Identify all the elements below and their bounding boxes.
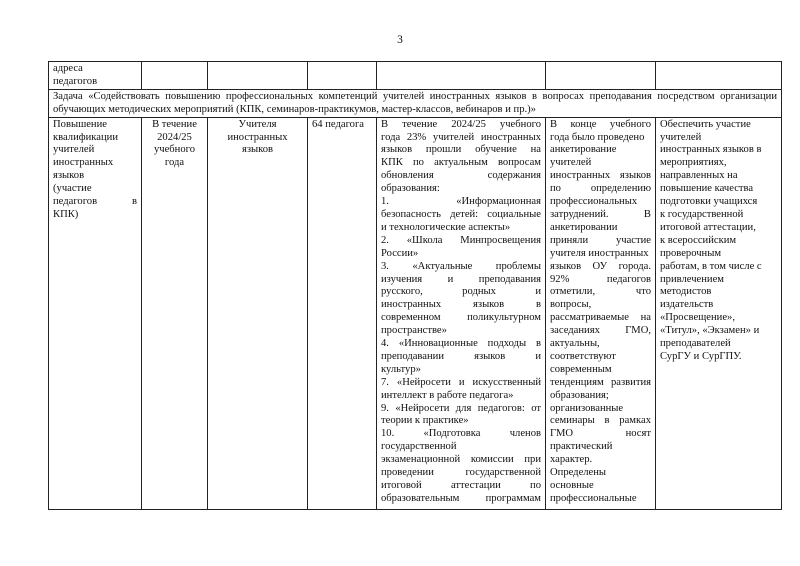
- cell-empty: [308, 62, 377, 90]
- cell-line: Учителя: [238, 118, 277, 130]
- cell-line: учителя иностранных: [550, 247, 649, 259]
- cell-line: учебного: [153, 144, 196, 156]
- cell-line: 4. «Инновационные подходы в: [381, 338, 541, 350]
- cell-line: к всероссийским: [660, 234, 737, 246]
- cell-line: года: [164, 157, 185, 169]
- cell-line: государственной: [381, 441, 457, 453]
- cell-line: интеллект в работе педагога»: [381, 389, 514, 401]
- cell-line: работам, в том числе с: [660, 260, 762, 272]
- cell-line: года 23% учителей иностранных: [381, 131, 541, 143]
- cell-line: мероприятиях,: [660, 157, 727, 169]
- cell-line: ГМО носят: [550, 428, 651, 440]
- cell-line: анкетировании: [550, 221, 618, 233]
- cell-line: образования;: [550, 389, 609, 401]
- cell-line: проверочным: [660, 247, 722, 259]
- cell-line: рассматриваемые на: [550, 312, 651, 324]
- cell-line: соответствуют: [550, 350, 616, 362]
- cell-line: иностранных: [53, 157, 114, 169]
- cell-line: педагогов в: [53, 196, 137, 208]
- cell-line: тенденциям развития: [550, 376, 651, 388]
- cell-results: [377, 117, 546, 509]
- cell-line: анкетирование: [550, 144, 617, 156]
- cell-line: 1. «Информационная: [381, 196, 541, 208]
- cell-empty: [142, 62, 208, 90]
- cell-line: СурГУ и СурГПУ.: [660, 350, 742, 362]
- cell-line: экзаменационной комиссии при: [381, 454, 541, 466]
- cell-line: затруднений. В: [550, 208, 651, 220]
- cell-empty: [377, 62, 546, 90]
- cell-line: характер.: [550, 454, 593, 466]
- cell-line: языков прошли обучение на: [381, 144, 541, 156]
- cell-plans: [656, 117, 782, 509]
- cell-line: учителей: [660, 131, 702, 143]
- cell-line: итоговой аттестации,: [660, 221, 756, 233]
- cell-line: 2. «Школа Минпросвещения: [381, 234, 541, 246]
- cell-line: культур»: [381, 363, 421, 375]
- cell-line: образования:: [381, 183, 440, 195]
- cell-line: Обеспечить участие: [660, 118, 751, 130]
- cell-line: Повышение: [53, 118, 107, 130]
- cell-empty: [656, 62, 782, 90]
- cell-line: практический: [550, 441, 613, 453]
- cell-line: приняли участие: [550, 234, 651, 246]
- cell-line: заседаниях ГМО,: [550, 325, 651, 337]
- cell-line: подготовки учащихся: [660, 196, 758, 208]
- table-row-address: [49, 62, 782, 90]
- cell-line: пространстве»: [381, 325, 447, 337]
- cell-line: организованные: [550, 402, 624, 414]
- cell-line: профессиональные: [550, 492, 637, 504]
- cell-line: квалификации: [53, 131, 118, 143]
- cell-line: современном поликультурном: [381, 312, 541, 324]
- table-row-main: [49, 117, 782, 509]
- cell-line: обновления содержания: [381, 170, 541, 182]
- cell-line: России»: [381, 247, 419, 259]
- cell-empty: [208, 62, 308, 90]
- cell-line: учителей: [550, 157, 592, 169]
- cell-line: иностранных языков в: [381, 299, 541, 311]
- cell-line: В течение: [152, 118, 197, 130]
- cell-line: «Титул», «Экзамен» и: [660, 325, 760, 337]
- cell-line: отметили, что: [550, 286, 651, 298]
- cell-line: русского, родных и: [381, 286, 541, 298]
- cell-line: 10. «Подготовка членов: [381, 428, 541, 440]
- cell-period: [142, 117, 208, 509]
- cell-line: В конце учебного: [550, 118, 651, 130]
- cell-line: КПК): [53, 208, 79, 220]
- cell-line: (участие: [53, 183, 92, 195]
- cell-line: 9. «Нейросети для педагогов: от: [381, 402, 541, 414]
- cell-line: вопросы,: [550, 299, 592, 311]
- cell-line: к государственной: [660, 208, 744, 220]
- cell-line: направленных на: [660, 170, 738, 182]
- cell-empty: [546, 62, 656, 90]
- cell-address-label: [49, 62, 142, 90]
- cell-line: безопасность детей: социальные: [381, 208, 541, 220]
- cell-line: языков: [53, 170, 85, 182]
- cell-line: профессиональных: [550, 196, 638, 208]
- cell-participants: [208, 117, 308, 509]
- task-heading-cell: Задача «Содействовать повышению профессиональных компетенций учителей иностранных языков в вопросах преподавания посредством организации обучающих методических мероприятий (КПК, семинаров-практикумов, мастер-классов, вебинаров и пр.)»: [49, 89, 782, 117]
- cell-line: семинары в рамках: [550, 415, 651, 427]
- cell-line: привлечением: [660, 273, 724, 285]
- cell-line: образовательным программам: [381, 492, 541, 504]
- cell-line: методистов: [660, 286, 712, 298]
- cell-line: В течение 2024/25 учебного: [381, 118, 541, 130]
- cell-line: и технологические аспекты»: [381, 221, 511, 233]
- cell-line: языков ОУ города.: [550, 260, 651, 272]
- cell-line: издательств: [660, 299, 714, 311]
- cell-line: преподавании языков и: [381, 350, 541, 362]
- cell-line: учителей: [53, 144, 95, 156]
- cell-line: актуальны,: [550, 338, 600, 350]
- cell-line: КПК по актуальным вопросам: [381, 157, 541, 169]
- cell-line: основные: [550, 480, 594, 491]
- cell-line: 2024/25: [157, 131, 192, 143]
- page-number: 3: [397, 34, 403, 46]
- cell-line: 3. «Актуальные проблемы: [381, 260, 541, 272]
- cell-line: теории к практике»: [381, 415, 469, 427]
- cell-line: современным: [550, 363, 612, 375]
- cell-line: 92% педагогов: [550, 273, 651, 285]
- cell-line: адреса: [53, 63, 83, 74]
- cell-line: повышение качества: [660, 183, 754, 195]
- cell-activity: [49, 117, 142, 509]
- cell-line: проведении государственной: [381, 467, 541, 479]
- cell-line: иностранных языков: [550, 170, 651, 182]
- cell-line: 64 педагога: [312, 118, 364, 130]
- table-row-task: [49, 89, 782, 117]
- cell-line: педагогов: [53, 75, 98, 87]
- cell-line: иностранных: [227, 131, 288, 143]
- cell-line: преподавателей: [660, 338, 731, 350]
- report-table: [48, 61, 782, 510]
- cell-line: языков: [241, 144, 274, 156]
- cell-line: изучения и преподавания: [381, 273, 541, 285]
- cell-line: итоговой аттестации по: [381, 480, 541, 491]
- cell-line: Определены: [550, 467, 607, 479]
- cell-line: иностранных языков в: [660, 144, 762, 156]
- cell-line: по определению: [550, 183, 651, 195]
- cell-line: «Просвещение»,: [660, 312, 735, 324]
- cell-line: года было проведено: [550, 131, 645, 143]
- cell-count: [308, 117, 377, 509]
- cell-analysis: [546, 117, 656, 509]
- cell-line: 7. «Нейросети и искусственный: [381, 376, 541, 388]
